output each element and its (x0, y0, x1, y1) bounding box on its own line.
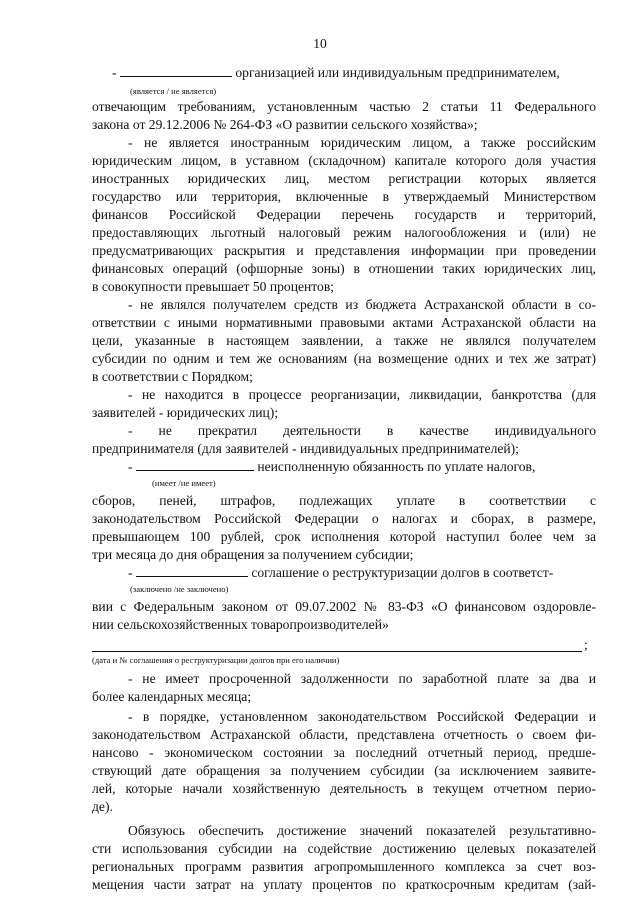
text-line: субсидии по одним и тем же основаниям (на возмещение одних и тех же затрат) (92, 351, 596, 366)
text-line: законодательством Российской Федерации о налогах и сборах, в размере, (92, 511, 596, 526)
fill-blank[interactable] (120, 64, 232, 77)
text-line: - не находится в процессе реорганизации, ликвидации, банкротства (для (128, 387, 596, 402)
text-line: в соответствии с Порядком; (92, 369, 253, 384)
text-line: - не имеет просроченной задолженности по заработной плате за два и (128, 671, 596, 686)
text-line: лей, которые начали хозяйственную деятельность в текущем отчетном перио- (92, 781, 596, 796)
dash-marker: - (112, 65, 120, 80)
text-line: законодательством Астраханской области, представлена отчетность о своем фи- (92, 727, 596, 742)
text-line: нансово - экономическом состоянии за последний отчетный период, предше- (92, 745, 596, 760)
text-line: ствующий дате обращения за получением субсидии (за исключением заявите- (92, 763, 596, 778)
hint-text: (является / не является) (130, 86, 217, 96)
hint-text: (заключено /не заключено) (130, 584, 229, 594)
dash-marker: - (128, 565, 136, 580)
text-line: сборов, пеней, штрафов, подлежащих уплате в соответствии с (92, 493, 596, 508)
text-line: предпринимателя (для заявителей - индивидуальных предпринимателей); (92, 441, 519, 456)
text-line: государство или территория, включенные в утверждаемый Министерством (92, 189, 596, 204)
text-line: вии с Федеральным законом от 09.07.2002 № 83-ФЗ «О финансовом оздоровле- (92, 599, 596, 614)
line-text: соглашение о реструктуризации долгов в соответст- (251, 565, 554, 580)
agreement-fill-line[interactable] (92, 650, 582, 652)
text-line: финансов Российской Федерации перечень государств и территорий, (92, 207, 596, 222)
hint-text: (дата и № соглашения о реструктуризации долгов при его наличии) (92, 655, 340, 665)
text-line: региональных программ развития агропромышленного комплекса за счет воз- (92, 859, 596, 874)
line-text: организацией или индивидуальным предпринимателем, (235, 65, 560, 80)
text-line: предоставляющих льготный налоговый режим налогообложения и (или) не (92, 225, 596, 240)
text-line: заявителей - юридических лиц); (92, 405, 279, 420)
fill-blank[interactable] (136, 458, 254, 471)
hint-text: (имеет /не имеет) (152, 478, 216, 488)
dash-marker: - (128, 459, 136, 474)
text-line: три месяца до дня обращения за получением субсидии; (92, 547, 414, 562)
text-line: сти использования субсидии на содействие достижению целевых показателей (92, 841, 596, 856)
text-line: цели, указанные в настоящем заявлении, а также не являлся получателем (92, 333, 596, 348)
text-line: иностранных юридических лиц, местом регистрации которых является (92, 171, 596, 186)
text-line: - не являлся получателем средств из бюджета Астраханской области в со- (128, 297, 596, 312)
text-line: ответствии с иными нормативными правовыми актами Астраханской области на (92, 315, 596, 330)
text-line: де). (92, 799, 113, 814)
text-line: предусматривающих раскрытия и представления информации при проведении (92, 243, 596, 258)
text-line: - не является иностранным юридическим лицом, а также российским (128, 135, 596, 150)
text-line: мещения части затрат на уплату процентов по краткосрочным кредитам (зай- (92, 877, 596, 892)
text-line: более календарных месяца; (92, 689, 252, 704)
text-line: нии сельскохозяйственных товаропроизводителей» (92, 617, 389, 632)
text-line: Обязуюсь обеспечить достижение значений показателей результативно- (128, 823, 596, 838)
text-line: превышающем 100 рублей, срок исполнения которой наступил более чем за (92, 529, 596, 544)
text-line: отвечающим требованиям, установленным частью 2 статьи 11 Федерального (92, 99, 596, 114)
text-line: - не прекратил деятельности в качестве индивидуального (128, 423, 596, 438)
line-text: неисполненную обязанность по уплате налогов, (257, 459, 536, 474)
page-number: 10 (313, 36, 327, 51)
text-line: - в порядке, установленном законодательством Российской Федерации и (128, 709, 596, 724)
text-line: в совокупности превышает 50 процентов; (92, 279, 335, 294)
text-line: финансовых операций (офшорные зоны) в отношении таких юридических лиц, (92, 261, 596, 276)
text-line (128, 564, 596, 582)
text-line: ; (584, 637, 588, 652)
fill-blank[interactable] (136, 564, 248, 577)
text-line (128, 458, 596, 476)
text-line: закона от 29.12.2006 № 264-ФЗ «О развитии сельского хозяйства»; (92, 117, 478, 132)
text-line (112, 64, 596, 82)
text-line: юридическим лицом, в уставном (складочном) капитале которого доля участия (92, 153, 596, 168)
